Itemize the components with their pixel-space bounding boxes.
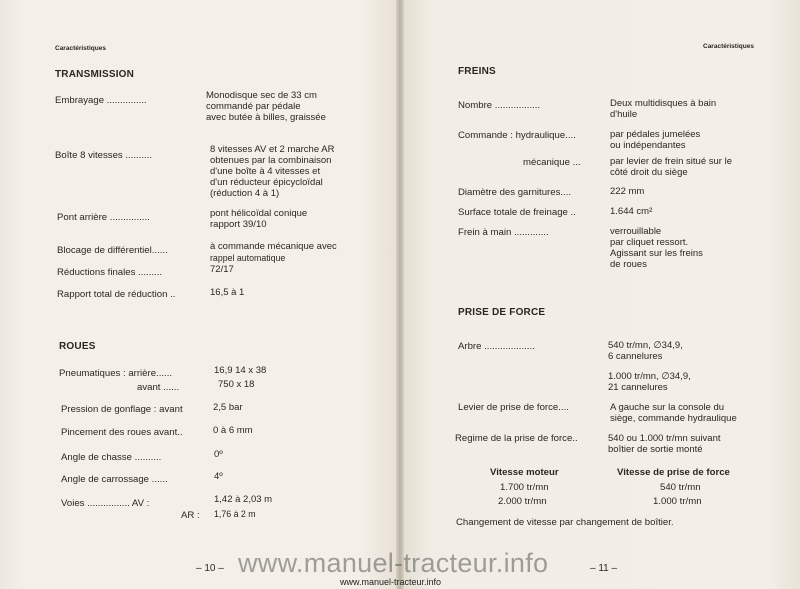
spec-value: avec butée à billes, graissée bbox=[206, 112, 326, 123]
section-heading-freins: FREINS bbox=[458, 66, 496, 77]
spec-value: commandé par pédale bbox=[206, 101, 301, 112]
spec-value: 16,5 à 1 bbox=[210, 287, 245, 298]
spec-value: 222 mm bbox=[610, 186, 645, 197]
spec-value: 540 ou 1.000 tr/mn suivant bbox=[608, 433, 721, 444]
spec-value: 1,42 à 2,03 m bbox=[214, 494, 273, 505]
spec-value: 750 x 18 bbox=[218, 379, 255, 390]
spec-value: 21 cannelures bbox=[608, 382, 668, 393]
spec-label: Réductions finales ......... bbox=[57, 267, 163, 278]
spec-value: siège, commande hydraulique bbox=[610, 413, 737, 424]
table-cell: 1.000 tr/mn bbox=[653, 496, 702, 507]
spec-value: rapport 39/10 bbox=[210, 219, 267, 230]
spec-value: Monodisque sec de 33 cm bbox=[206, 90, 317, 101]
spec-label: Levier de prise de force.... bbox=[458, 402, 569, 413]
spec-label: avant ...... bbox=[137, 382, 180, 393]
spec-label: mécanique ... bbox=[523, 157, 581, 168]
page-header: Caractéristiques bbox=[703, 43, 754, 50]
page-number: – 11 – bbox=[590, 563, 618, 574]
spec-value: 72/17 bbox=[210, 264, 234, 275]
spec-label: Frein à main ............. bbox=[458, 227, 549, 238]
spec-value: 1,76 à 2 m bbox=[214, 509, 256, 519]
spec-label: Regime de la prise de force.. bbox=[455, 433, 578, 444]
spec-label: Pincement des roues avant.. bbox=[61, 427, 183, 438]
table-cell: 540 tr/mn bbox=[660, 482, 701, 493]
spec-value: 8 vitesses AV et 2 marche AR bbox=[210, 144, 335, 155]
table-cell: 2.000 tr/mn bbox=[498, 496, 547, 507]
spec-value: par cliquet ressort. bbox=[610, 237, 689, 248]
spec-value: par pédales jumelées bbox=[610, 129, 701, 140]
spec-value: 0 à 6 mm bbox=[213, 425, 253, 436]
table-header-engine-speed: Vitesse moteur bbox=[490, 467, 559, 478]
spec-label: Commande : hydraulique.... bbox=[458, 130, 576, 141]
spec-value: d'huile bbox=[610, 109, 638, 120]
spec-label: Voies ................ AV : bbox=[61, 498, 150, 509]
spec-label: Angle de carrossage ...... bbox=[61, 474, 168, 485]
spec-label: Surface totale de freinage .. bbox=[458, 207, 576, 218]
spec-value: 2,5 bar bbox=[213, 402, 243, 413]
book-spine bbox=[396, 0, 404, 589]
spec-value: ou indépendantes bbox=[610, 140, 686, 151]
spec-value: rappel automatique bbox=[210, 253, 286, 263]
spec-value: à commande mécanique avec bbox=[210, 241, 337, 252]
spec-value: A gauche sur la console du bbox=[610, 402, 725, 413]
spec-value: de roues bbox=[610, 259, 647, 270]
spec-label: Arbre ................... bbox=[458, 341, 535, 352]
spec-value: 16,9 14 x 38 bbox=[214, 365, 267, 376]
spec-value: pont hélicoïdal conique bbox=[210, 208, 308, 219]
spec-label: AR : bbox=[181, 510, 200, 521]
spec-label: Pneumatiques : arrière...... bbox=[59, 368, 173, 379]
spec-value: d'un réducteur épicycloïdal bbox=[210, 177, 323, 188]
spec-value: 1.000 tr/mn, ∅34,9, bbox=[608, 371, 691, 382]
spec-label: Rapport total de réduction .. bbox=[57, 289, 176, 300]
section-heading-transmission: TRANSMISSION bbox=[55, 69, 135, 80]
page-header: Caractéristiques bbox=[55, 45, 106, 52]
spec-value: par levier de frein situé sur le bbox=[610, 156, 732, 167]
spec-label: Pression de gonflage : avant bbox=[61, 404, 183, 415]
spec-value: 1.644 cm² bbox=[610, 206, 653, 217]
spec-value: 540 tr/mn, ∅34,9, bbox=[608, 340, 683, 351]
spec-label: Nombre ................. bbox=[458, 100, 541, 111]
section-heading-roues: ROUES bbox=[59, 341, 96, 352]
footnote: Changement de vitesse par changement de boîtier. bbox=[456, 517, 674, 528]
spec-label: Blocage de différentiel...... bbox=[57, 245, 168, 256]
spec-value: côté droit du siège bbox=[610, 167, 688, 178]
watermark-url[interactable]: www.manuel-tracteur.info bbox=[340, 577, 442, 587]
spec-value: obtenues par la combinaison bbox=[210, 155, 332, 166]
spec-label: Angle de chasse .......... bbox=[61, 452, 162, 463]
spec-value: d'une boîte à 4 vitesses et bbox=[210, 166, 321, 177]
spec-value: Agissant sur les freins bbox=[610, 248, 703, 259]
watermark: www.manuel-tracteur.info bbox=[238, 548, 549, 578]
spec-value: boîtier de sortie monté bbox=[608, 444, 703, 455]
spec-value: (réduction 4 à 1) bbox=[210, 188, 280, 199]
right-page bbox=[400, 0, 800, 589]
spec-value: verrouillable bbox=[610, 226, 662, 237]
spec-label: Diamètre des garnitures.... bbox=[458, 187, 572, 198]
spec-label: Pont arrière ............... bbox=[57, 212, 150, 223]
spec-value: 4º bbox=[214, 471, 223, 482]
spec-value: 0º bbox=[214, 449, 223, 460]
table-cell: 1.700 tr/mn bbox=[500, 482, 549, 493]
spec-label: Boîte 8 vitesses .......... bbox=[55, 150, 153, 161]
spec-value: Deux multidisques à bain bbox=[610, 98, 717, 109]
spec-label: Embrayage ............... bbox=[55, 95, 147, 106]
spec-value: 6 cannelures bbox=[608, 351, 663, 362]
table-header-pto-speed: Vitesse de prise de force bbox=[617, 467, 730, 478]
section-heading-prise-de-force: PRISE DE FORCE bbox=[458, 307, 546, 318]
page-number: – 10 – bbox=[196, 563, 224, 574]
